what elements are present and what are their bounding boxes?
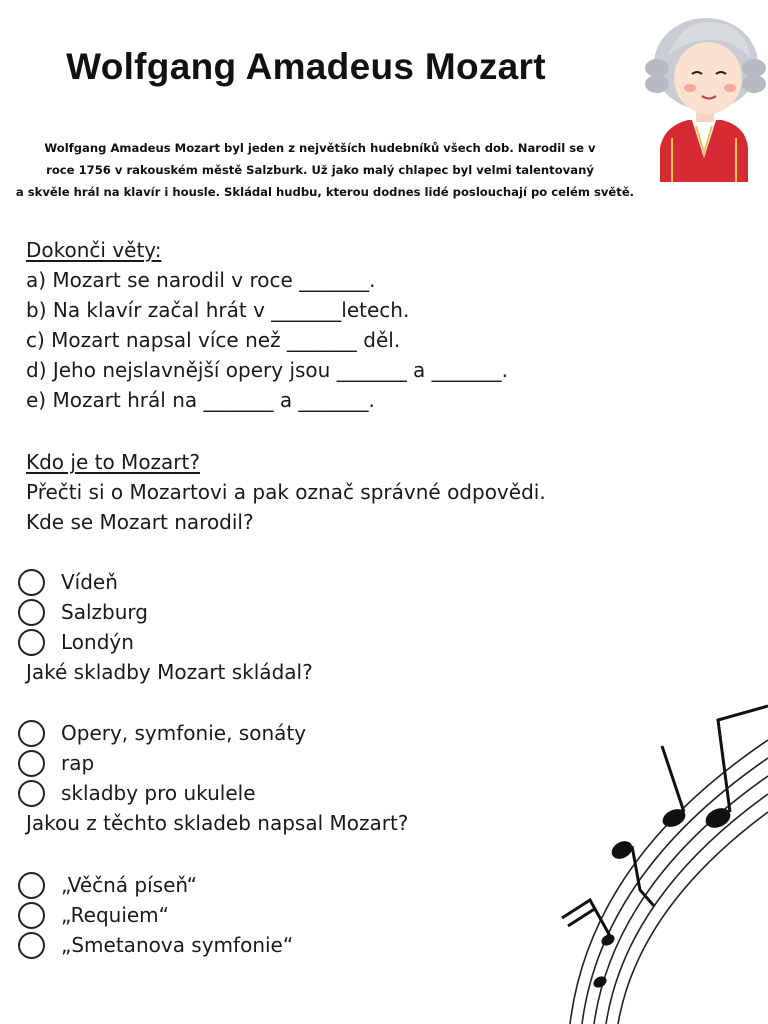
section2-instruction: Přečti si o Mozartovi a pak označ správné odpovědi. [26, 480, 546, 504]
option-label: „Requiem“ [61, 903, 170, 927]
option-label: skladby pro ukulele [61, 781, 256, 805]
option-label: rap [61, 751, 95, 775]
music-notes-staff-icon [550, 700, 768, 1024]
radio-circle-icon[interactable] [18, 569, 45, 596]
mozart-portrait-icon [642, 8, 768, 182]
section2-heading-text: Kdo je to Mozart? [26, 450, 200, 474]
radio-circle-icon[interactable] [18, 902, 45, 929]
option-q2-1[interactable] [18, 718, 306, 748]
option-label: Vídeň [61, 570, 118, 594]
option-label: Salzburg [61, 600, 148, 624]
section1-heading-text: Dokonči věty: [26, 238, 162, 262]
option-q3-2[interactable] [18, 900, 169, 930]
question-3: Jakou z těchto skladeb napsal Mozart? [26, 811, 409, 835]
option-q2-3[interactable] [18, 778, 256, 808]
radio-circle-icon[interactable] [18, 872, 45, 899]
option-q3-1[interactable] [18, 870, 197, 900]
option-q3-3[interactable] [18, 930, 293, 960]
radio-circle-icon[interactable] [18, 750, 45, 777]
radio-circle-icon[interactable] [18, 780, 45, 807]
sentence-b: b) Na klavír začal hrát v _______letech. [26, 298, 410, 322]
sentence-a: a) Mozart se narodil v roce _______. [26, 268, 376, 292]
section2-heading [26, 450, 200, 474]
radio-circle-icon[interactable] [18, 629, 45, 656]
sentence-e: e) Mozart hrál na _______ a _______. [26, 388, 375, 412]
option-label: „Smetanova symfonie“ [61, 933, 294, 957]
radio-circle-icon[interactable] [18, 599, 45, 626]
intro-paragraph [0, 137, 650, 203]
sentence-d: d) Jeho nejslavnější opery jsou _______ a _______. [26, 358, 509, 382]
sentence-c: c) Mozart napsal více než _______ děl. [26, 328, 401, 352]
option-q1-1[interactable] [18, 567, 118, 597]
intro-line-2: roce 1756 v rakouském městě Salzburk. Už jako malý chlapec byl velmi talentovaný [46, 163, 594, 177]
page-title: Wolfgang Amadeus Mozart [66, 46, 546, 87]
radio-circle-icon[interactable] [18, 720, 45, 747]
intro-line-1: Wolfgang Amadeus Mozart byl jeden z největších hudebníků všech dob. Narodil se v [44, 141, 596, 155]
option-q2-2[interactable] [18, 748, 94, 778]
question-2: Jaké skladby Mozart skládal? [26, 660, 313, 684]
option-label: Londýn [61, 630, 134, 654]
option-label: „Věčná píseň“ [61, 873, 197, 897]
option-label: Opery, symfonie, sonáty [61, 721, 307, 745]
intro-line-3: a skvěle hrál na klavír i housle. Skládal hudbu, kterou dodnes lidé poslouchají po celém světě. [15, 185, 635, 199]
option-q1-2[interactable] [18, 597, 148, 627]
question-1: Kde se Mozart narodil? [26, 510, 254, 534]
option-q1-3[interactable] [18, 627, 134, 657]
section1-heading [26, 238, 161, 262]
radio-circle-icon[interactable] [18, 932, 45, 959]
